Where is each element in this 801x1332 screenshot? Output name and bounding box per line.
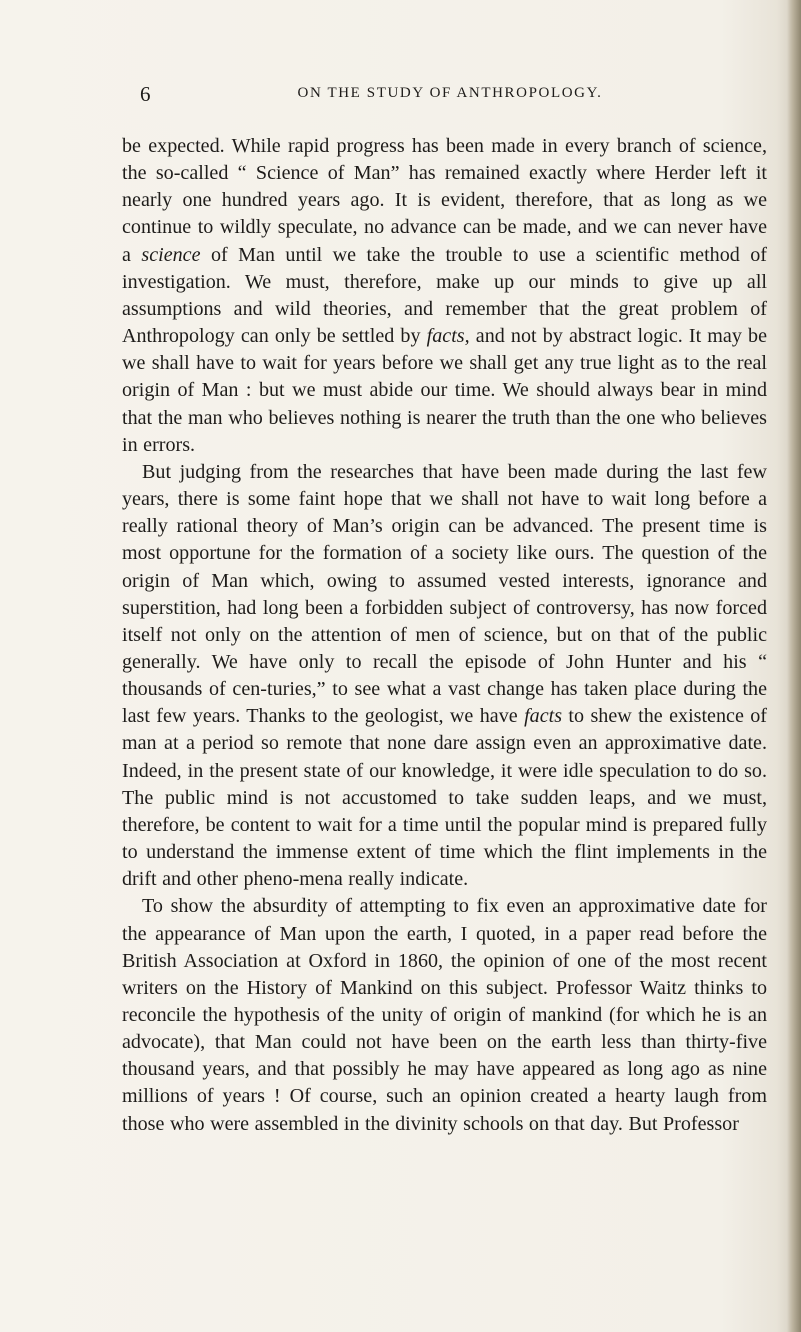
paragraph-2-emphasis-facts: facts [524,705,563,728]
running-head [140,82,760,112]
paragraph-1-text-c: and not by abstract logic. It may be we shall have to wait for years before we shall get any true light as to the real origin of Man : but we must abide our time. We should always bear in mind that the man who believes nothing is nearer the truth than the one who believes in errors. [122,325,767,456]
paragraph-1-emphasis-facts: facts, [426,325,470,348]
paragraph-2-text-b: to shew the existence of man at a period so remote that none dare assign even an approximative date. Indeed, in the present state of our knowledge, it were idle speculation to do so. The public mind is not accustomed to take sudden leaps, and we must, therefore, be content to wait for a time until the popular mind is prepared fully to understand the immense extent of time which the flint implements in the drift and other pheno-mena really indicate. [122,705,767,891]
paragraph-3: To show the absurdity of attempting to fix even an approximative date for the appearance of Man upon the earth, I quoted, in a paper read before the British Association at Oxford in 1860, the opinion of one of the most recent writers on the History of Mankind on this subject. Professor Waitz thinks to reconcile the hypothesis of the unity of origin of mankind (for which he is an advocate), that Man could not have been on the earth less than thirty-five thousand years, and that possibly he may have appeared as long ago as nine millions of years ! Of course, such an opinion created a hearty laugh from those who were assembled in the divinity schools on that day. But Professor [122,895,767,1135]
paragraph-2 [122,459,767,894]
running-title: ON THE STUDY OF ANTHROPOLOGY. [297,85,603,101]
paragraph-1-emphasis-science: science [141,243,201,266]
paragraph-1-text-a: be expected. While rapid progress has been made in every branch of science, the so-called “ Science of Man” has remained exactly where Herder left it nearly one hundred years ago. It is evident, therefore, that as long as we continue to wildly speculate, no advance can be made, and we can never have a [122,135,767,266]
page-edge-shadow [787,0,801,1332]
body-text [122,133,767,1138]
paragraph-2-text-a: But judging from the researches that have been made during the last few years, there is some faint hope that we shall not have to wait long before a really rational theory of Man’s origin can be advanced. The present time is most opportune for the formation of a society like ours. The question of the origin of Man which, owing to assumed vested interests, ignorance and superstition, had long been a forbidden subject of controversy, has now forced itself not only on the attention of men of science, but on that of the public generally. We have only to recall the episode of John Hunter and his “ thousands of cen-turies,” to see what a vast change has taken place during the last few years. Thanks to the geologist, we have [122,460,767,728]
page-number: 6 [140,82,151,106]
paragraph-1-text-b: of Man until we take the trouble to use a scientific method of investigation. We must, therefore, make up our minds to give up all assumptions and wild theories, and remember that the great problem of Anthropology can only be settled by [122,243,767,348]
paragraph-1 [122,133,767,459]
